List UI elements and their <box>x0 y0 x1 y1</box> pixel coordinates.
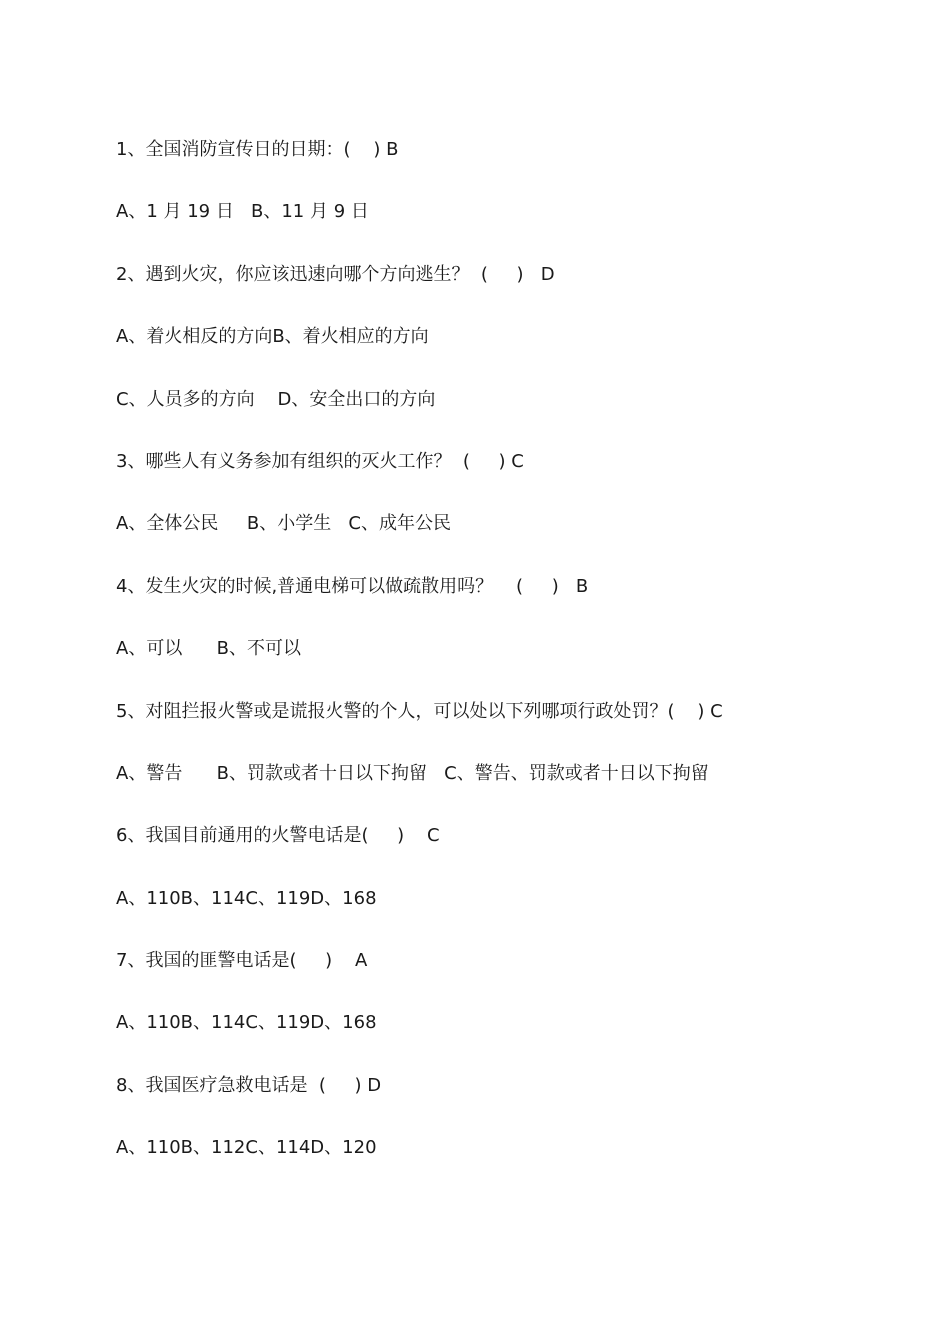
question-5: 5、对阻拦报火警或是谎报火警的个人，可以处以下列哪项行政处罚？( ) C <box>116 700 723 722</box>
question-3-options: A、全体公民 B、小学生 C、成年公民 <box>116 513 452 535</box>
question-4: 4、发生火灾的时候,普通电梯可以做疏散用吗？ ( ) B <box>116 575 589 597</box>
question-8-options: A、110B、112C、114D、120 <box>116 1137 377 1159</box>
question-7-options: A、110B、114C、119D、168 <box>116 1012 377 1034</box>
question-7: 7、我国的匪警电话是( ) A <box>116 950 368 972</box>
question-1: 1、全国消防宣传日的日期：( ) B <box>116 139 399 160</box>
question-5-options: A、警告 B、罚款或者十日以下拘留 C、警告、罚款或者十日以下拘留 <box>116 762 709 784</box>
question-1-options: A、1 月 19 日 B、11 月 9 日 <box>116 201 369 223</box>
question-6-options: A、110B、114C、119D、168 <box>116 887 377 909</box>
question-4-options: A、可以 B、不可以 <box>116 638 301 660</box>
question-2-options-ab: A、着火相反的方向B、着火相应的方向 <box>116 326 429 348</box>
question-3: 3、哪些人有义务参加有组织的灭火工作？ ( ) C <box>116 450 524 472</box>
question-2-options-cd: C、人员多的方向 D、安全出口的方向 <box>116 388 436 410</box>
question-6: 6、我国目前通用的火警电话是( ) C <box>116 825 440 847</box>
question-2: 2、遇到火灾，你应该迅速向哪个方向逃生？ ( ) D <box>116 263 555 285</box>
quiz-content <box>116 136 896 1197</box>
question-8: 8、我国医疗急救电话是 ( ) D <box>116 1074 382 1096</box>
